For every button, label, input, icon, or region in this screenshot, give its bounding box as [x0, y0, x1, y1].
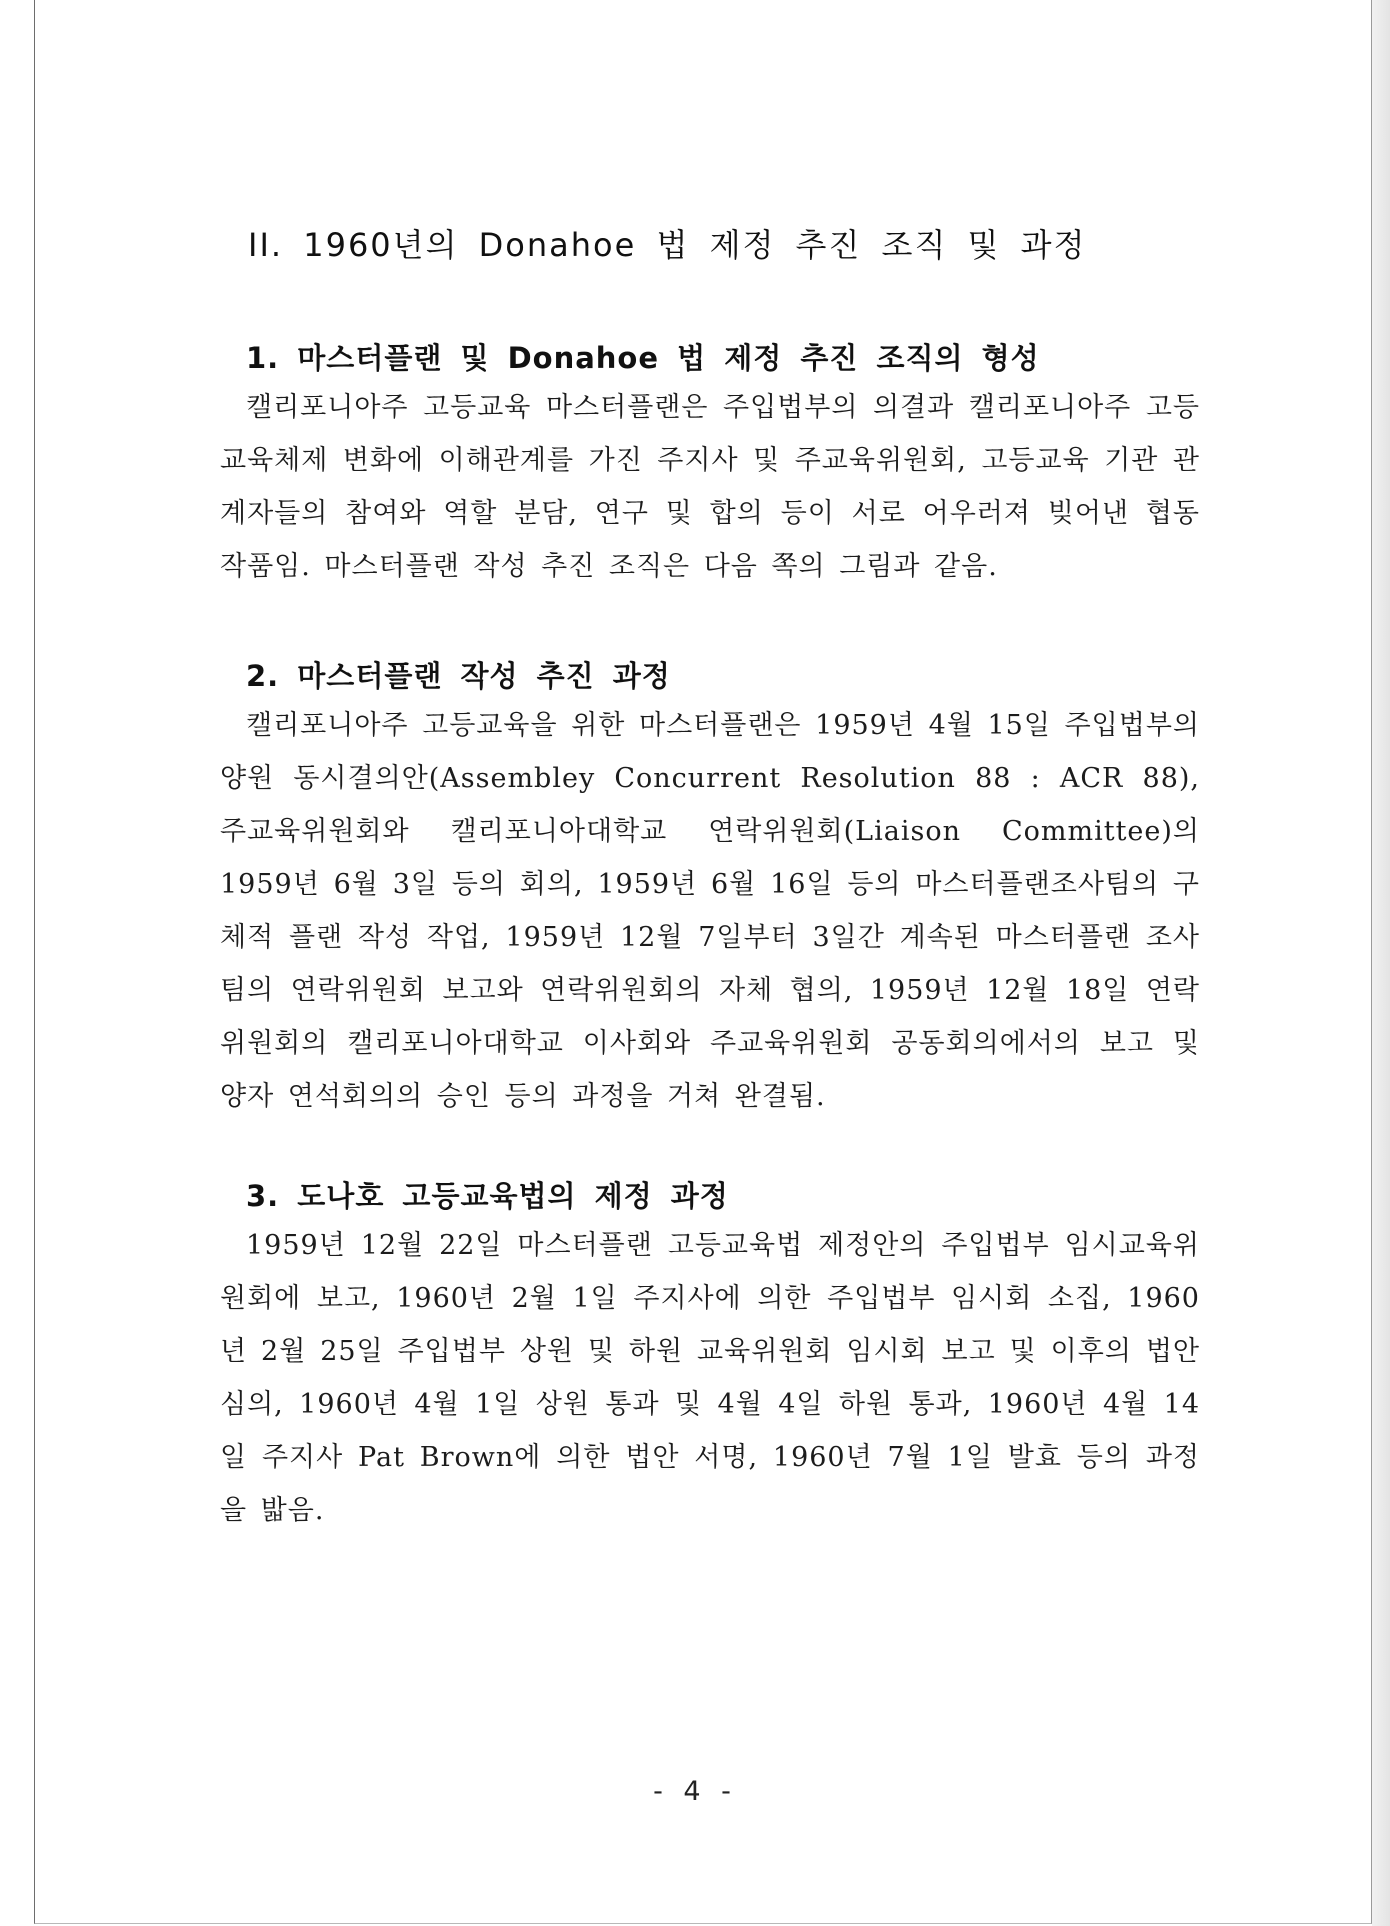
section-3-heading: 3. 도나호 고등교육법의 제정 과정	[246, 1179, 729, 1213]
section-2-body: 캘리포니아주 고등교육을 위한 마스터플랜은 1959년 4월 15일 주입법부의 양원 동시결의안(Assembley Concurrent Resolution 88 : ACR 88), 주교육위원회와 캘리포니아대학교 연락위원회(Liaison Committee)의 1959년 6월 3일 등의 회의, 1959년 6월 16일 등의 마스터플랜조사팀의 구체적 플랜 작성 작업, 1959년 12월 7일부터 3일간 계속된 마스터플랜 조사팀의 연락위원회 보고와 연락위원회의 자체 협의, 1959년 12월 18일 연락위원회의 캘리포니아대학교 이사회와 주교육위원회 공동회의에서의 보고 및 양자 연석회의의 승인 등의 과정을 거쳐 완결됨.	[220, 710, 1200, 1112]
section-1	[220, 336, 1200, 593]
page-number: - 4 -	[653, 1776, 737, 1807]
chapter-title: II. 1960년의 Donahoe 법 제정 추진 조직 및 과정	[248, 226, 1087, 264]
section-3	[220, 1174, 1200, 1537]
section-2-heading: 2. 마스터플랜 작성 추진 과정	[246, 659, 671, 693]
section-2	[220, 654, 1200, 1123]
page-edge-shadow	[1372, 0, 1390, 1926]
section-3-body: 1959년 12월 22일 마스터플랜 고등교육법 제정안의 주입법부 임시교육위원회에 보고, 1960년 2월 1일 주지사에 의한 주입법부 임시회 소집, 1960년 2월 25일 주입법부 상원 및 하원 교육위원회 임시회 보고 및 이후의 법안 심의, 1960년 4월 1일 상원 통과 및 4월 4일 하원 통과, 1960년 4월 14일 주지사 Pat Brown에 의한 법안 서명, 1960년 7월 1일 발효 등의 과정을 밟음.	[220, 1230, 1200, 1526]
section-1-body: 캘리포니아주 고등교육 마스터플랜은 주입법부의 의결과 캘리포니아주 고등교육체제 변화에 이해관계를 가진 주지사 및 주교육위원회, 고등교육 기관 관계자들의 참여와 역할 분담, 연구 및 합의 등이 서로 어우러져 빚어낸 협동 작품임. 마스터플랜 작성 추진 조직은 다음 쪽의 그림과 같음.	[220, 392, 1200, 582]
section-1-heading: 1. 마스터플랜 및 Donahoe 법 제정 추진 조직의 형성	[246, 341, 1040, 375]
